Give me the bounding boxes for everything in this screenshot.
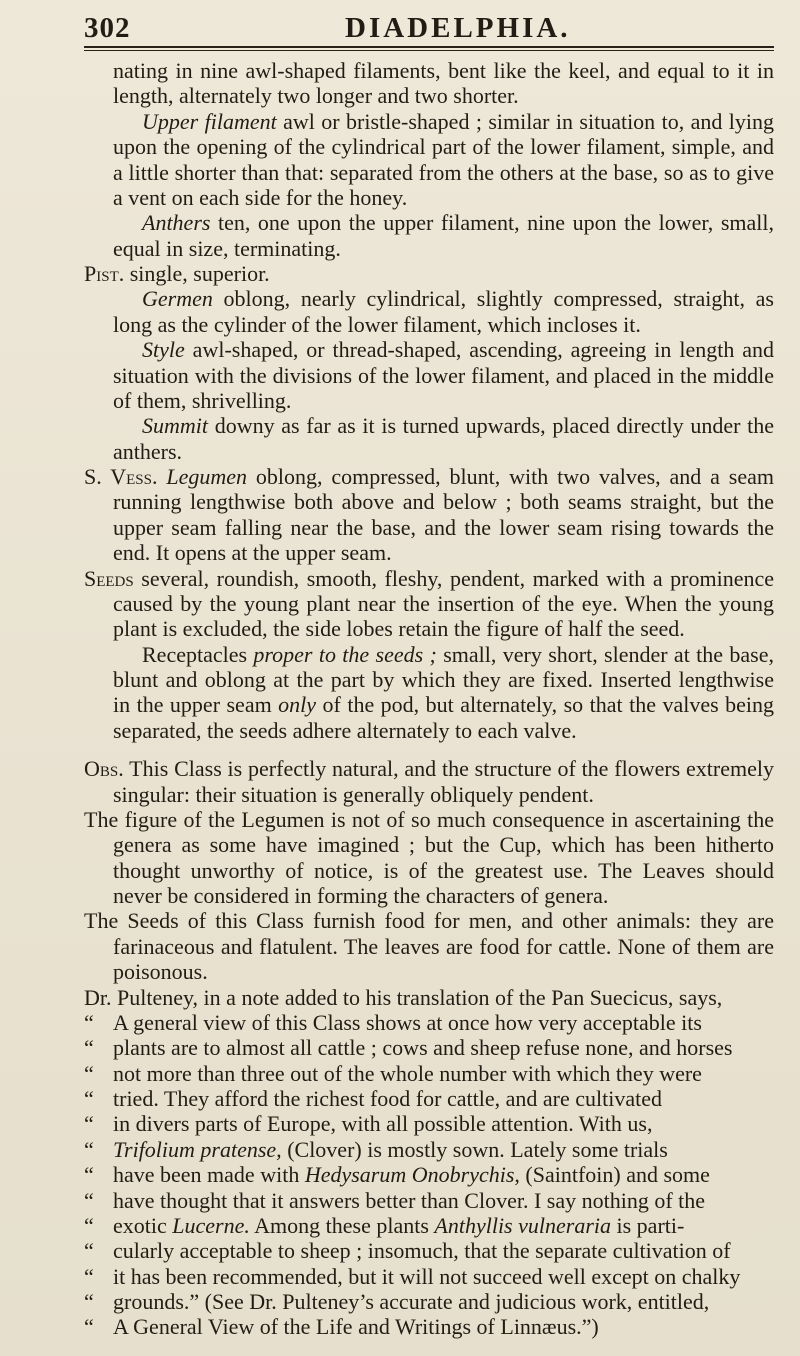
italic-term: only: [278, 692, 317, 718]
text-run: (Saintfoin) and some: [519, 1162, 710, 1188]
quote-line: [84, 1289, 774, 1314]
text-run: tried. They afford the richest food for cattle, and are cultivated: [113, 1086, 662, 1111]
text-run: exotic: [113, 1212, 173, 1238]
text-run: The figure of the Legumen is not of so much consequence in ascertaining the genera as some have imagined ; but the Cup, which has been hitherto thought unworthy of notice, is of the greatest use. The Leaves should never be considered in forming the characters of genera.: [84, 806, 774, 908]
text-run: of the pod, but alternately, so that the valves being separated, the seeds adhere alternately to each valve.: [113, 692, 774, 743]
italic-term: proper to the seeds ;: [253, 641, 437, 667]
text-run: [157, 464, 166, 489]
quote-line: [84, 1162, 774, 1187]
text-run: A general view of this Class shows at once how very acceptable its: [113, 1009, 702, 1035]
text-run: A General View of the Life and Writings of Linnæus.”): [113, 1314, 599, 1340]
paragraph-p2: [84, 109, 774, 211]
text-run: small, very short, slender at the base, blunt and oblong at the part by which they are fixed. Inserted lengthwise in the upper seam: [113, 641, 774, 718]
quote-line: [84, 1264, 774, 1289]
text-run: have been made with: [113, 1162, 305, 1188]
paragraph-p3: [84, 210, 774, 261]
section-heading: Pist.: [84, 261, 125, 286]
paragraph-list: [84, 58, 774, 1010]
page-header: [0, 6, 800, 46]
section-heading: Obs.: [84, 756, 124, 782]
quote-line: [84, 1314, 774, 1339]
italic-term: Anthyllis vulneraria: [434, 1212, 611, 1238]
text-run: oblong, compressed, blunt, with two valves, and a seam running lengthwise both above and below ; both seams straight, but the upper seam falling near the base, and the lower seam rising towards the end. It opens at the upper seam.: [113, 464, 775, 566]
text-run: have thought that it answers better than Clover. I say nothing of the: [113, 1187, 706, 1213]
paragraph-p14: [84, 985, 774, 1010]
paragraph-p10: [84, 642, 774, 744]
text-run: in divers parts of Europe, with all possible attention. With us,: [113, 1111, 653, 1137]
quote-line: [84, 1035, 774, 1060]
text-run: Among these plants: [249, 1212, 435, 1238]
text-run: This Class is perfectly natural, and the structure of the flowers extremely singular: their situation is generally obliquely pendent.: [113, 756, 774, 807]
text-run: not more than three out of the whole number with which they were: [113, 1060, 702, 1086]
section-heading: S. Vess.: [84, 464, 158, 489]
italic-term: Legumen: [166, 464, 247, 489]
italic-term: Germen: [142, 286, 213, 312]
text-run: single, superior.: [124, 261, 270, 286]
text-run: awl or bristle-shaped ; similar in situation to, and lying upon the opening of the cylindrical part of the lower filament, simple, and a little shorter than that: separated from the others at the base, so as to give a vent on each side for the honey.: [113, 108, 774, 210]
text-run: (Clover) is mostly sown. Lately some trials: [281, 1136, 668, 1162]
quote-line: [84, 1086, 774, 1111]
italic-term: Anthers: [142, 210, 211, 236]
text-run: Receptacles: [142, 641, 254, 667]
paragraph-p12: [84, 807, 774, 909]
quote-line: [84, 1213, 774, 1238]
paragraph-p5: [84, 286, 774, 337]
paragraph-p1: [84, 58, 774, 109]
text-run: awl-shaped, or thread-shaped, ascending, agreeing in length and situation with the divisions of the lower filament, and placed in the middle of them, shrivelling.: [113, 337, 774, 413]
quote-line: [84, 1111, 774, 1136]
italic-term: Hedysarum Onobrychis,: [304, 1162, 520, 1188]
quotation-block: [84, 1010, 774, 1340]
italic-term: Trifolium pratense,: [113, 1136, 282, 1162]
quote-line: [84, 1188, 774, 1213]
text-run: The Seeds of this Class furnish food for men, and other animals: they are farinaceous and flatulent. The leaves are food for cattle. None of them are poisonous.: [84, 908, 774, 985]
text-run: is parti-: [611, 1212, 685, 1238]
page-number: 302: [84, 12, 131, 44]
header-rule: [84, 46, 774, 51]
section-heading: Seeds: [84, 565, 134, 591]
text-run: downy as far as it is turned upwards, placed directly under the anthers.: [113, 413, 774, 464]
text-run: it has been recommended, but it will not succeed well except on chalky: [113, 1263, 741, 1289]
paragraph-p8: [84, 464, 774, 566]
quote-line: [84, 1010, 774, 1035]
text-run: nating in nine awl-shaped filaments, bent like the keel, and equal to it in length, alternately two longer and two shorter.: [113, 58, 774, 109]
quote-line: [84, 1238, 774, 1263]
text-run: grounds.” (See Dr. Pulteney’s accurate and judicious work, entitled,: [113, 1289, 710, 1314]
text-run: plants are to almost all cattle ; cows and sheep refuse none, and horses: [113, 1035, 733, 1061]
italic-term: Style: [142, 337, 185, 363]
italic-term: Summit: [142, 413, 208, 439]
paragraph-p13: [84, 908, 774, 984]
body-text: [84, 58, 774, 1340]
paragraph-p4: [84, 261, 774, 286]
text-run: Dr. Pulteney, in a note added to his translation of the Pan Suecicus, says,: [84, 984, 723, 1010]
text-run: ten, one upon the upper filament, nine upon the lower, small, equal in size, terminating.: [113, 210, 774, 261]
quote-line: [84, 1061, 774, 1086]
quote-line: [84, 1137, 774, 1162]
text-run: oblong, nearly cylindrical, slightly compressed, straight, as long as the cylinder of the lower filament, which incloses it.: [113, 286, 774, 337]
running-title: DIADELPHIA.: [345, 12, 571, 44]
italic-term: Upper filament: [142, 108, 277, 134]
italic-term: Lucerne.: [172, 1212, 250, 1238]
text-run: several, roundish, smooth, fleshy, pendent, marked with a prominence caused by the young plant near the insertion of the eye. When the young plant is excluded, the side lobes retain the figure of half the seed.: [113, 565, 774, 642]
text-run: cularly acceptable to sheep ; insomuch, that the separate cultivation of: [113, 1238, 731, 1264]
paragraph-p9: [84, 566, 774, 642]
paragraph-p11: [84, 756, 774, 807]
paragraph-p6: [84, 337, 774, 413]
paragraph-p7: [84, 413, 774, 464]
